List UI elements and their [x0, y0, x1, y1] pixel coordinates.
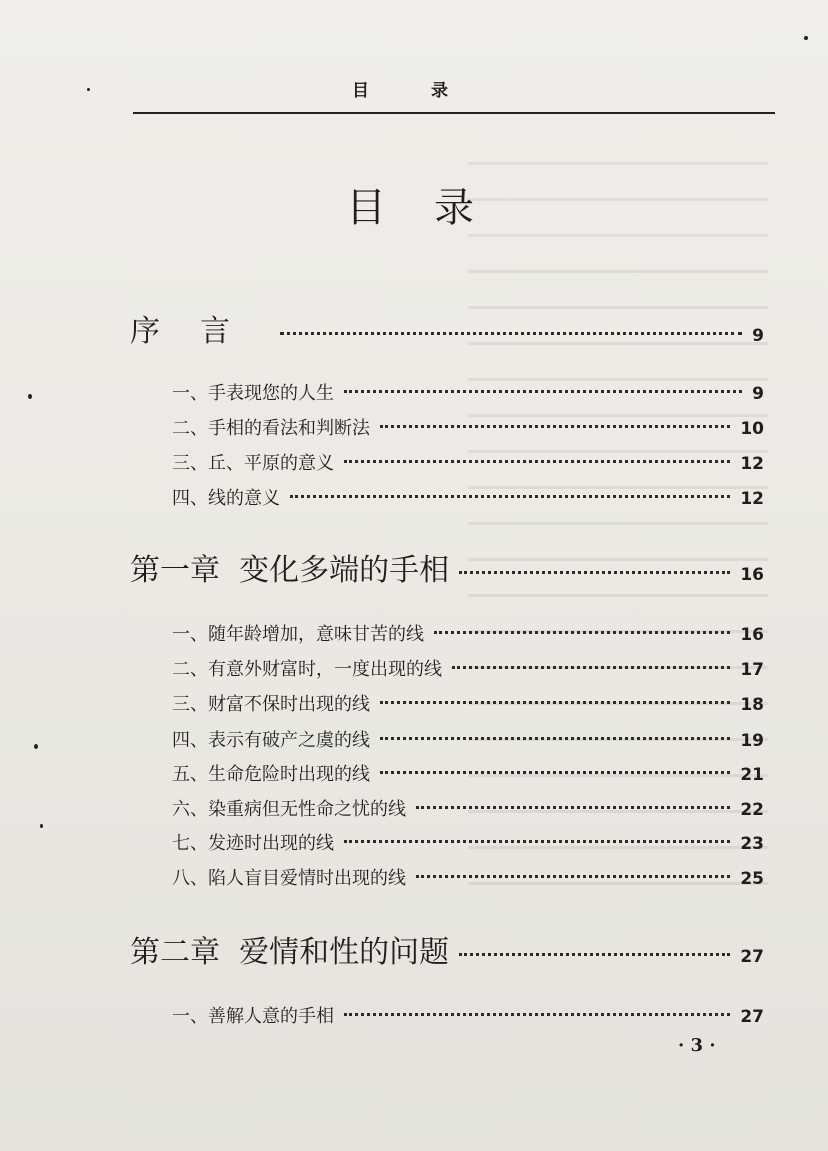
toc-section[interactable]: [172, 484, 764, 510]
toc-section[interactable]: [172, 414, 764, 440]
bleed-through-texture: [468, 140, 768, 900]
toc-label: 三、财富不保时出现的线: [172, 694, 370, 715]
dot-leader: [416, 806, 730, 809]
scan-speck: [28, 394, 32, 399]
toc-page-number: 18: [740, 695, 764, 715]
page-folio: · 3 ·: [678, 1035, 716, 1056]
dot-leader: [434, 631, 730, 634]
toc-label: 第二章 爱情和性的问题: [130, 935, 450, 970]
dot-leader: [380, 737, 730, 740]
toc-page-number: 21: [740, 765, 764, 785]
toc-label: 五、生命危险时出现的线: [172, 764, 370, 785]
page-title: 目录: [346, 185, 522, 231]
toc-chapter-preface[interactable]: [130, 306, 764, 350]
running-head: 目 录: [352, 81, 476, 101]
scan-speck: [40, 824, 43, 828]
toc-page-number: 25: [740, 869, 764, 889]
scan-speck: [34, 744, 38, 749]
dot-leader: [380, 425, 730, 428]
toc-chapter-1[interactable]: [130, 545, 764, 589]
toc-section[interactable]: [172, 655, 764, 681]
toc-page-number: 12: [740, 454, 764, 474]
dot-leader: [459, 571, 730, 574]
toc-page-number: 10: [740, 419, 764, 439]
toc-page-number: 27: [740, 947, 764, 967]
toc-section[interactable]: [172, 690, 764, 716]
toc-label: 八、陷人盲目爱情时出现的线: [172, 868, 406, 889]
dot-leader: [290, 495, 730, 498]
toc-page-number: 12: [740, 489, 764, 509]
toc-page-number: 19: [740, 731, 764, 751]
toc-label: 四、线的意义: [172, 488, 280, 509]
toc-label: 二、有意外财富时，一度出现的线: [172, 659, 442, 680]
toc-section[interactable]: [172, 864, 764, 890]
toc-label: 四、表示有破产之虞的线: [172, 730, 370, 751]
toc-label: 第一章 变化多端的手相: [130, 553, 450, 588]
dot-leader: [344, 840, 730, 843]
toc-label: 六、染重病但无性命之忧的线: [172, 799, 406, 820]
dot-leader: [452, 666, 730, 669]
toc-section[interactable]: [172, 620, 764, 646]
toc-label: 七、发迹时出现的线: [172, 833, 334, 854]
dot-leader: [344, 1013, 730, 1016]
toc-page-number: 9: [752, 326, 764, 346]
toc-section[interactable]: [172, 379, 764, 405]
toc-section[interactable]: [172, 726, 764, 752]
toc-label: 序言: [130, 314, 270, 349]
header-rule: [133, 112, 775, 114]
dot-leader: [459, 953, 730, 956]
toc-section[interactable]: [172, 760, 764, 786]
toc-label: 三、丘、平原的意义: [172, 453, 334, 474]
toc-section[interactable]: [172, 1002, 764, 1028]
toc-page-number: 23: [740, 834, 764, 854]
toc-section[interactable]: [172, 449, 764, 475]
toc-section[interactable]: [172, 829, 764, 855]
toc-section[interactable]: [172, 795, 764, 821]
toc-label: 一、善解人意的手相: [172, 1006, 334, 1027]
toc-page-number: 27: [740, 1007, 764, 1027]
dot-leader: [380, 771, 730, 774]
toc-chapter-2[interactable]: [130, 927, 764, 971]
scan-speck: [87, 88, 90, 91]
dot-leader: [280, 332, 742, 335]
dot-leader: [380, 701, 730, 704]
toc-page-number: 16: [740, 625, 764, 645]
dot-leader: [344, 390, 742, 393]
toc-label: 二、手相的看法和判断法: [172, 418, 370, 439]
dot-leader: [416, 875, 730, 878]
dot-leader: [344, 460, 730, 463]
toc-page-number: 22: [740, 800, 764, 820]
toc-label: 一、手表现您的人生: [172, 383, 334, 404]
toc-page-number: 9: [752, 384, 764, 404]
toc-label: 一、随年龄增加，意味甘苦的线: [172, 624, 424, 645]
scan-speck: [804, 36, 808, 40]
toc-page-number: 16: [740, 565, 764, 585]
toc-page-number: 17: [740, 660, 764, 680]
